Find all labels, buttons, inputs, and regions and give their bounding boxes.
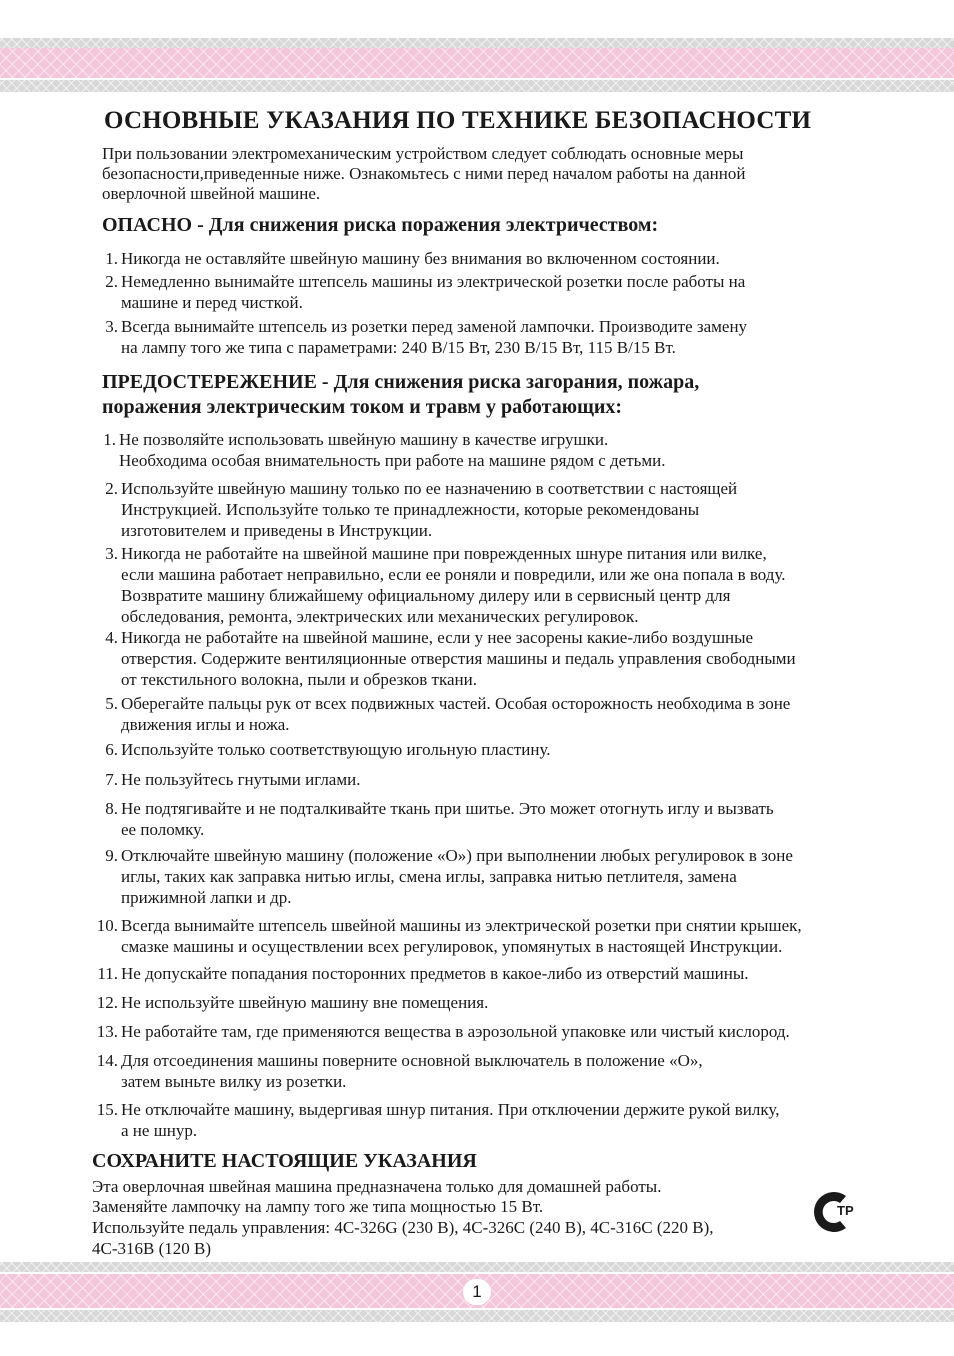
top-grey-band-1 bbox=[0, 38, 954, 48]
list-item-text: Не работайте там, где применяются вещества в аэрозольной упаковке или чистый кислород. bbox=[121, 1022, 790, 1041]
list-item-text: если машина работает неправильно, если ее роняли и повредили, или же она попала в воду. bbox=[121, 565, 786, 584]
list-item-number: 13. bbox=[96, 1022, 118, 1041]
list-item-text: Никогда не работайте на швейной машине, если у нее засорены какие-либо воздушные bbox=[121, 628, 754, 647]
list-item-text: смазке машины и осуществлении всех регулировок, упомянутых в настоящей Инструкции. bbox=[121, 937, 783, 956]
list-item-number: 7. bbox=[105, 770, 118, 789]
list-item-text: Не используйте швейную машину вне помещения. bbox=[121, 993, 489, 1012]
list-item-number: 2. bbox=[105, 479, 118, 498]
list-item-text: Необходима особая внимательность при работе на машине рядом с детьми. bbox=[119, 451, 666, 470]
list-item-number: 14. bbox=[96, 1051, 118, 1070]
list-item-text: Всегда вынимайте штепсель швейной машины из электрической розетки при снятии крышек, bbox=[121, 916, 802, 935]
list-item-text: Возвратите машину ближайшему официальному дилеру или в сервисный центр для bbox=[121, 586, 731, 605]
list-item-text: ее поломку. bbox=[121, 820, 205, 839]
list-item-text: на лампу того же типа с параметрами: 240 В/15 Вт, 230 В/15 Вт, 115 В/15 Вт. bbox=[121, 338, 676, 357]
save-line: Эта оверлочная швейная машина предназначена только для домашней работы. bbox=[92, 1177, 662, 1196]
list-item-text: Используйте швейную машину только по ее назначению в соответствии с настоящей bbox=[121, 479, 738, 498]
list-item-number: 1. bbox=[103, 430, 116, 449]
list-item-text: затем выньте вилку из розетки. bbox=[121, 1072, 347, 1091]
top-grey-band-2 bbox=[0, 80, 954, 92]
list-item-number: 6. bbox=[105, 740, 118, 759]
list-item-number: 8. bbox=[105, 799, 118, 818]
top-pink-band bbox=[0, 48, 954, 78]
list-item-number: 1. bbox=[105, 249, 118, 268]
list-item-text: Используйте только соответствующую игольную пластину. bbox=[121, 740, 551, 759]
save-line: Заменяйте лампочку на лампу того же типа мощностью 15 Вт. bbox=[92, 1197, 544, 1216]
intro-line: При пользовании электромеханическим устройством следует соблюдать основные меры bbox=[102, 144, 744, 163]
list-item-text: Оберегайте пальцы рук от всех подвижных частей. Особая осторожность необходима в зоне bbox=[121, 694, 791, 713]
list-item-number: 15. bbox=[96, 1100, 118, 1119]
list-item-text: Немедленно вынимайте штепсель машины из электрической розетки после работы на bbox=[121, 272, 746, 291]
list-item-text: Никогда не оставляйте швейную машину без внимания во включенном состоянии. bbox=[121, 249, 720, 268]
list-item-text: от текстильного волокна, пыли и обрезков ткани. bbox=[121, 670, 477, 689]
list-item-text: Не пользуйтесь гнутыми иглами. bbox=[121, 770, 361, 789]
intro-line: безопасности,приведенные ниже. Ознакомьтесь с ними перед началом работы на данной bbox=[102, 164, 746, 183]
certification-mark-text: ТР bbox=[837, 1203, 854, 1218]
list-item-text: а не шнур. bbox=[121, 1121, 198, 1140]
list-item-text: иглы, таких как заправка нитью иглы, смена иглы, заправка нитью петлителя, замена bbox=[121, 867, 737, 886]
list-item-text: обследования, ремонта, электрических или механических регулировок. bbox=[121, 607, 639, 626]
list-item-text: Для отсоединения машины поверните основной выключатель в положение «О», bbox=[121, 1051, 703, 1070]
list-item-number: 12. bbox=[96, 993, 118, 1012]
bottom-grey-band-2 bbox=[0, 1310, 954, 1322]
save-line: Используйте педаль управления: 4C-326G (230 В), 4C-326C (240 В), 4C-316C (220 В), bbox=[92, 1218, 714, 1237]
list-item-number: 9. bbox=[105, 846, 118, 865]
list-item-number: 3. bbox=[105, 544, 118, 563]
list-item-number: 10. bbox=[96, 916, 118, 935]
list-item-text: Отключайте швейную машину (положение «О») при выполнении любых регулировок в зоне bbox=[121, 846, 793, 865]
warning-heading-line: поражения электрическим током и травм у работающих: bbox=[102, 396, 623, 418]
list-item-text: Инструкцией. Используйте только те принадлежности, которые рекомендованы bbox=[121, 500, 700, 519]
list-item-number: 5. bbox=[105, 694, 118, 713]
list-item-number: 11. bbox=[97, 964, 118, 983]
bottom-grey-band-1 bbox=[0, 1262, 954, 1272]
list-item-text: Не отключайте машину, выдергивая шнур питания. При отключении держите рукой вилку, bbox=[121, 1100, 780, 1119]
danger-heading: ОПАСНО - Для снижения риска поражения электричеством: bbox=[102, 214, 659, 236]
list-item-text: Не подтягивайте и не подталкивайте ткань при шитье. Это может отогнуть иглу и вызвать bbox=[121, 799, 774, 818]
save-heading: СОХРАНИТЕ НАСТОЯЩИЕ УКАЗАНИЯ bbox=[92, 1150, 477, 1172]
save-line: 4C-316B (120 В) bbox=[92, 1239, 211, 1258]
list-item-text: Никогда не работайте на швейной машине при поврежденных шнуре питания или вилке, bbox=[121, 544, 767, 563]
list-item-text: отверстия. Содержите вентиляционные отверстия машины и педаль управления свободными bbox=[121, 649, 796, 668]
list-item-text: машине и перед чисткой. bbox=[121, 293, 303, 312]
list-item-text: Не позволяйте использовать швейную машину в качестве игрушки. bbox=[119, 430, 609, 449]
page-title: ОСНОВНЫЕ УКАЗАНИЯ ПО ТЕХНИКЕ БЕЗОПАСНОСТИ bbox=[104, 107, 812, 134]
list-item-text: движения иглы и ножа. bbox=[121, 715, 290, 734]
list-item-text: изготовителем и приведены в Инструкции. bbox=[121, 521, 433, 540]
warning-heading-line: ПРЕДОСТЕРЕЖЕНИЕ - Для снижения риска загорания, пожара, bbox=[102, 371, 700, 393]
page-number: 1 bbox=[463, 1279, 491, 1305]
list-item-number: 3. bbox=[105, 317, 118, 336]
list-item-text: Всегда вынимайте штепсель из розетки перед заменой лампочки. Производите замену bbox=[121, 317, 748, 336]
list-item-text: прижимной лапки и др. bbox=[121, 888, 292, 907]
rst-certification-icon bbox=[808, 1188, 864, 1236]
intro-line: оверлочной швейной машине. bbox=[102, 184, 321, 203]
list-item-number: 4. bbox=[105, 628, 118, 647]
list-item-number: 2. bbox=[105, 272, 118, 291]
list-item-text: Не допускайте попадания посторонних предметов в какое-либо из отверстий машины. bbox=[121, 964, 749, 983]
